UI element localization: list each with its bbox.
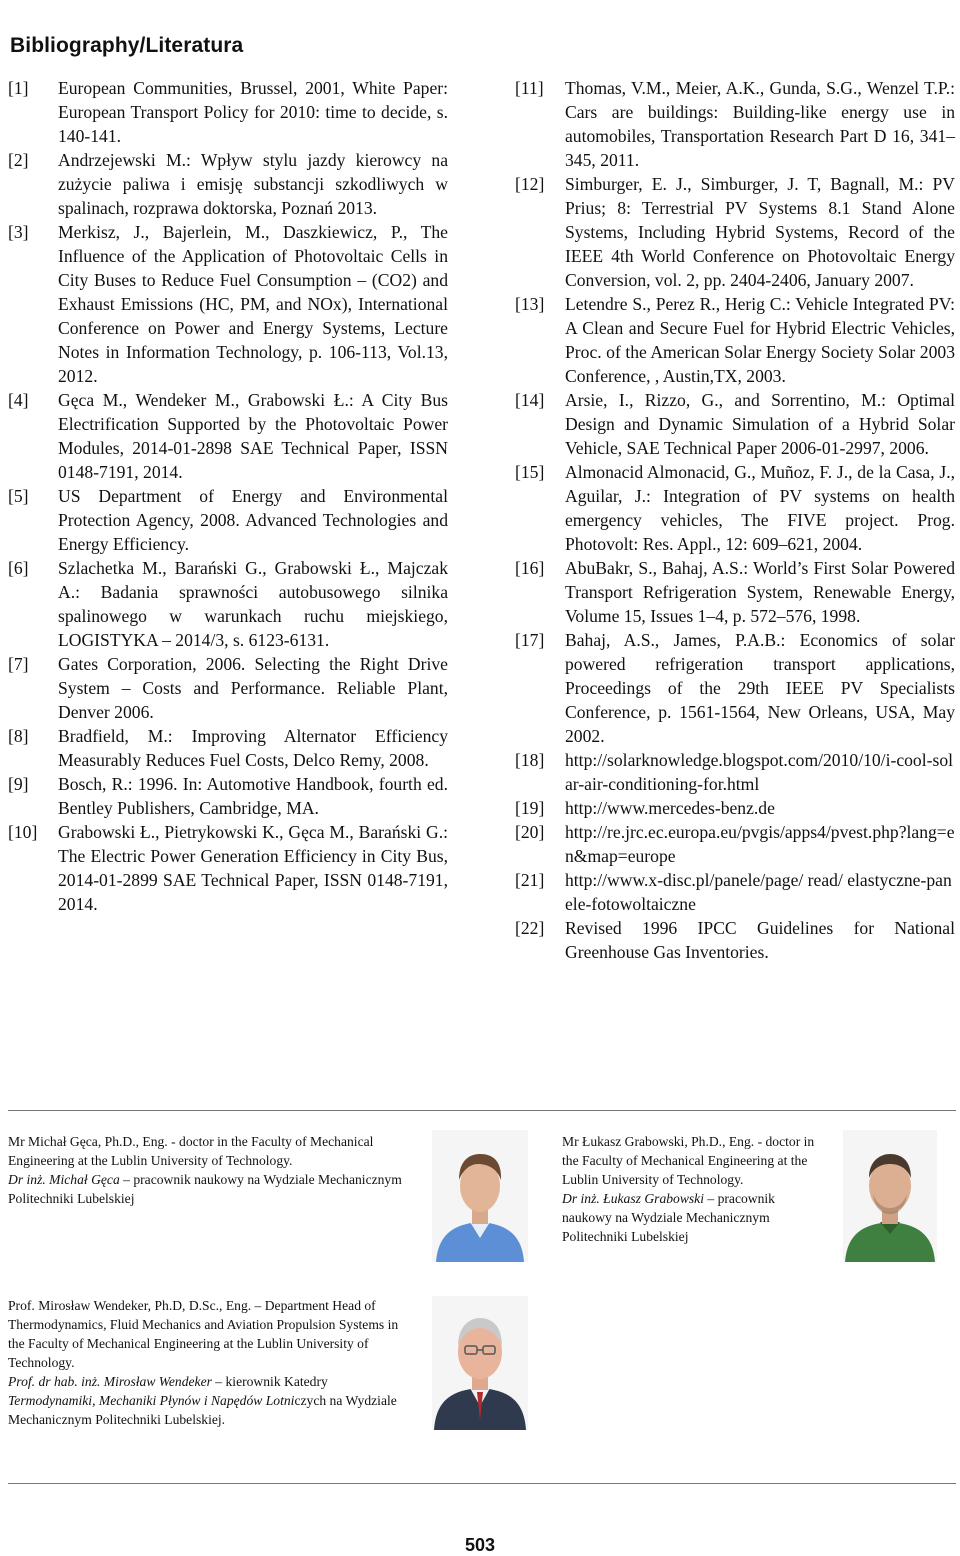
reference-number: [22] <box>515 918 545 938</box>
reference-entry <box>8 220 448 388</box>
reference-entry <box>515 748 955 796</box>
reference-text: Bahaj, A.S., James, P.A.B.: Economics of solar powered refrigeration transport applications, Proceedings of the 29th IEEE PV Specialists Conference, p. 1561-1564, New Orleans, USA, May 2002. <box>565 630 955 746</box>
reference-number: [5] <box>8 486 29 506</box>
author-bio-en: Mr Łukasz Grabowski, Ph.D., Eng. - doctor in the Faculty of Mechanical Engineering at the Lublin University of Technology. <box>562 1134 815 1187</box>
reference-entry <box>515 628 955 748</box>
reference-entry <box>8 484 448 556</box>
author-department-pl: Termodynamiki, Mechaniki Płynów i Napędów Lotni <box>8 1393 295 1408</box>
author-bio-pl <box>562 1189 822 1246</box>
portrait-image <box>432 1130 528 1262</box>
author-bio-grabowski <box>562 1132 822 1246</box>
reference-number: [21] <box>515 870 545 890</box>
reference-text: Grabowski Ł., Pietrykowski K., Gęca M., Barański G.: The Electric Power Generation Efficiency in City Bus, 2014-01-2899 SAE Technical Paper, ISSN 0148-7191, 2014. <box>58 822 448 914</box>
reference-number: [1] <box>8 78 29 98</box>
reference-number: [12] <box>515 174 545 194</box>
references-right-column <box>515 76 955 964</box>
reference-url: http://www.x-disc.pl/panele/page/ read/ elastyczne-panele-fotowoltaiczne <box>565 870 952 914</box>
reference-text: Letendre S., Perez R., Herig C.: Vehicle Integrated PV: A Clean and Secure Fuel for Hybrid Electric Vehicles, Proc. of the American Solar Energy Society Solar 2003 Conference, , Austin,TX, 2003. <box>565 294 955 386</box>
footer-divider <box>8 1483 956 1484</box>
reference-number: [3] <box>8 222 29 242</box>
reference-url: http://www.mercedes-benz.de <box>565 798 775 818</box>
reference-entry <box>515 916 955 964</box>
reference-text: Bradfield, M.: Improving Alternator Efficiency Measurably Reduces Fuel Costs, Delco Remy, 2008. <box>58 726 448 770</box>
author-photo-geca <box>432 1130 528 1262</box>
author-affiliation-pl: – pracownik naukowy na Wydziale Mechanicznym Politechniki Lubelskiej <box>8 1172 402 1206</box>
reference-text: Thomas, V.M., Meier, A.K., Gunda, S.G., Wenzel T.P.: Cars are buildings: Building-like energy use in automobiles, Transportation Research Part D 16, 341–345, 2011. <box>565 78 955 170</box>
reference-entry <box>8 652 448 724</box>
reference-text: Andrzejewski M.: Wpływ stylu jazdy kierowcy na zużycie paliwa i emisję substancji szkodliwych w spalinach, rozprawa doktorska, Poznań 2013. <box>58 150 448 218</box>
reference-entry <box>8 76 448 148</box>
author-bio-en: Mr Michał Gęca, Ph.D., Eng. - doctor in the Faculty of Mechanical Engineering at the Lublin University of Technology. <box>8 1134 374 1168</box>
bibliography-heading: Bibliography/Literatura <box>10 34 244 57</box>
author-name-pl: Dr inż. Michał Gęca <box>8 1172 120 1187</box>
portrait-image <box>843 1130 937 1262</box>
reference-entry <box>515 556 955 628</box>
reference-text: Almonacid Almonacid, G., Muñoz, F. J., de la Casa, J., Aguilar, J.: Integration of PV systems on health emergency vehicles, The FIVE project. Prog. Photovolt: Res. Appl., 12: 609–621, 2004. <box>565 462 955 554</box>
author-photo-grabowski <box>843 1130 937 1262</box>
reference-entry <box>515 868 955 916</box>
reference-text: Gates Corporation, 2006. Selecting the Right Drive System – Costs and Performance. Reliable Plant, Denver 2006. <box>58 654 448 722</box>
author-bio-geca <box>8 1132 408 1208</box>
reference-number: [15] <box>515 462 545 482</box>
reference-entry <box>8 820 448 916</box>
reference-number: [7] <box>8 654 29 674</box>
reference-number: [19] <box>515 798 545 818</box>
reference-text: Bosch, R.: 1996. In: Automotive Handbook, fourth ed. Bentley Publishers, Cambridge, MA. <box>58 774 448 818</box>
reference-url: http://re.jrc.ec.europa.eu/pvgis/apps4/pvest.php?lang=en&map=europe <box>565 822 955 866</box>
reference-text: Szlachetka M., Barański G., Grabowski Ł., Majczak A.: Badania sprawności autobusowego silnika spalinowego w warunkach ruchu miejskiego, LOGISTYKA – 2014/3, s. 6123-6131. <box>58 558 448 650</box>
references-left-column <box>8 76 448 916</box>
author-bio-pl <box>8 1170 408 1208</box>
reference-entry <box>8 388 448 484</box>
reference-text: European Communities, Brussel, 2001, White Paper: European Transport Policy for 2010: time to decide, s. 140-141. <box>58 78 448 146</box>
reference-text: Merkisz, J., Bajerlein, M., Daszkiewicz, P., The Influence of the Application of Photovoltaic Cells in City Buses to Reduce Fuel Consumption – (CO2) and Exhaust Emissions (HC, PM, and NOx), International Conference on Power and Energy Systems, Lecture Notes in Information Technology, p. 106-113, Vol.13, 2012. <box>58 222 448 386</box>
reference-number: [11] <box>515 78 544 98</box>
reference-number: [10] <box>8 822 38 842</box>
reference-entry <box>8 724 448 772</box>
author-bio-wendeker <box>8 1296 412 1429</box>
reference-number: [8] <box>8 726 29 746</box>
author-faculty-pl: czych na Wydziale Mechanicznym Politechniki Lubelskiej. <box>8 1393 397 1427</box>
reference-text: Arsie, I., Rizzo, G., and Sorrentino, M.: Optimal Design and Dynamic Simulation of a Hybrid Solar Vehicle, SAE Technical Paper 2006-01-2997, 2006. <box>565 390 955 458</box>
reference-number: [18] <box>515 750 545 770</box>
reference-text: US Department of Energy and Environmental Protection Agency, 2008. Advanced Technologies and Energy Efficiency. <box>58 486 448 554</box>
reference-url: http://solarknowledge.blogspot.com/2010/10/i-cool-solar-air-conditioning-for.html <box>565 750 953 794</box>
reference-entry <box>515 460 955 556</box>
portrait-image <box>432 1296 528 1430</box>
reference-number: [2] <box>8 150 29 170</box>
author-bio-en: Prof. Mirosław Wendeker, Ph.D, D.Sc., Eng. – Department Head of Thermodynamics, Fluid Mechanics and Aviation Propulsion Systems in the Faculty of Mechanical Engineering at the Lublin University of Technology. <box>8 1298 399 1370</box>
author-photo-wendeker <box>432 1296 528 1430</box>
reference-text: Gęca M., Wendeker M., Grabowski Ł.: A City Bus Electrification Supported by the Photovoltaic Power Modules, 2014-01-2898 SAE Technical Paper, ISSN 0148-7191, 2014. <box>58 390 448 482</box>
author-bio-pl <box>8 1372 412 1429</box>
reference-number: [16] <box>515 558 545 578</box>
reference-number: [9] <box>8 774 29 794</box>
reference-entry <box>515 820 955 868</box>
reference-entry <box>515 388 955 460</box>
reference-number: [4] <box>8 390 29 410</box>
author-affiliation-pl: – pracownik naukowy na Wydziale Mechanicznym Politechniki Lubelskiej <box>562 1191 775 1244</box>
reference-number: [17] <box>515 630 545 650</box>
author-affiliation-pl: – kierownik Katedry <box>211 1374 328 1389</box>
reference-entry <box>515 796 955 820</box>
reference-text: Revised 1996 IPCC Guidelines for National Greenhouse Gas Inventories. <box>565 918 955 962</box>
reference-entry <box>515 292 955 388</box>
reference-number: [13] <box>515 294 545 314</box>
reference-entry <box>515 76 955 172</box>
reference-entry <box>8 772 448 820</box>
reference-number: [14] <box>515 390 545 410</box>
section-divider <box>8 1110 956 1111</box>
reference-entry <box>8 556 448 652</box>
page-number: 503 <box>464 1535 496 1555</box>
reference-number: [6] <box>8 558 29 578</box>
reference-entry <box>515 172 955 292</box>
reference-text: Simburger, E. J., Simburger, J. T, Bagnall, M.: PV Prius; 8: Terrestrial PV Systems 8.1 Stand Alone Systems, Including Hybrid Systems, Record of the IEEE 4th World Conference on Photovoltaic Energy Conversion, vol. 2, pp. 2404-2406, January 2007. <box>565 174 955 290</box>
author-name-pl: Prof. dr hab. inż. Mirosław Wendeker <box>8 1374 212 1389</box>
reference-text: AbuBakr, S., Bahaj, A.S.: World’s First Solar Powered Transport Refrigeration System, Renewable Energy, Volume 15, Issues 1–4, p. 572–576, 1998. <box>565 558 955 626</box>
reference-entry <box>8 148 448 220</box>
author-name-pl: Dr inż. Łukasz Grabowski <box>562 1191 704 1206</box>
reference-number: [20] <box>515 822 545 842</box>
